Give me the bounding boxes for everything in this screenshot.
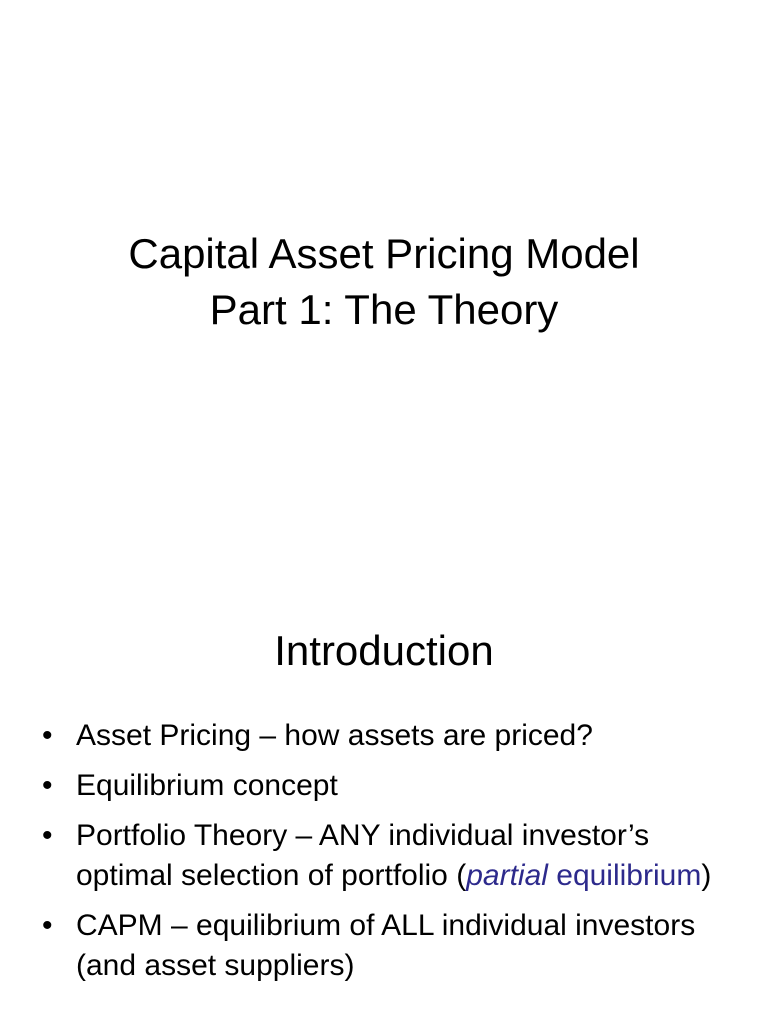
bullet-icon: • [42,719,53,752]
slide-title [0,226,768,338]
bullet-text: CAPM – equilibrium of ALL individual investors (and asset suppliers) [76,909,696,982]
bullet-text: Equilibrium concept [76,769,338,802]
bullet-icon: • [42,819,53,852]
bullet-item-capm [40,906,740,986]
partial-equilibrium-highlight [466,859,701,892]
highlight-italic: partial [466,859,548,892]
introduction-slide [0,576,768,1024]
bullet-text: Asset Pricing – how assets are priced? [76,719,593,752]
bullet-item-portfolio-theory [40,816,740,896]
bullet-icon: • [42,769,53,802]
title-line-2: Part 1: The Theory [209,286,559,333]
bullet-text-after: ) [701,859,712,892]
bullet-icon: • [42,909,53,942]
bullet-text-before: Portfolio Theory – ANY individual investor’s optimal selection of portfolio ( [76,819,650,892]
bullet-item-asset-pricing [40,716,740,756]
bullet-item-equilibrium [40,766,740,806]
bullet-list [40,716,740,996]
slide-heading: Introduction [274,627,494,674]
title-line-1: Capital Asset Pricing Model [128,230,640,277]
highlight-rest: equilibrium [547,859,702,892]
